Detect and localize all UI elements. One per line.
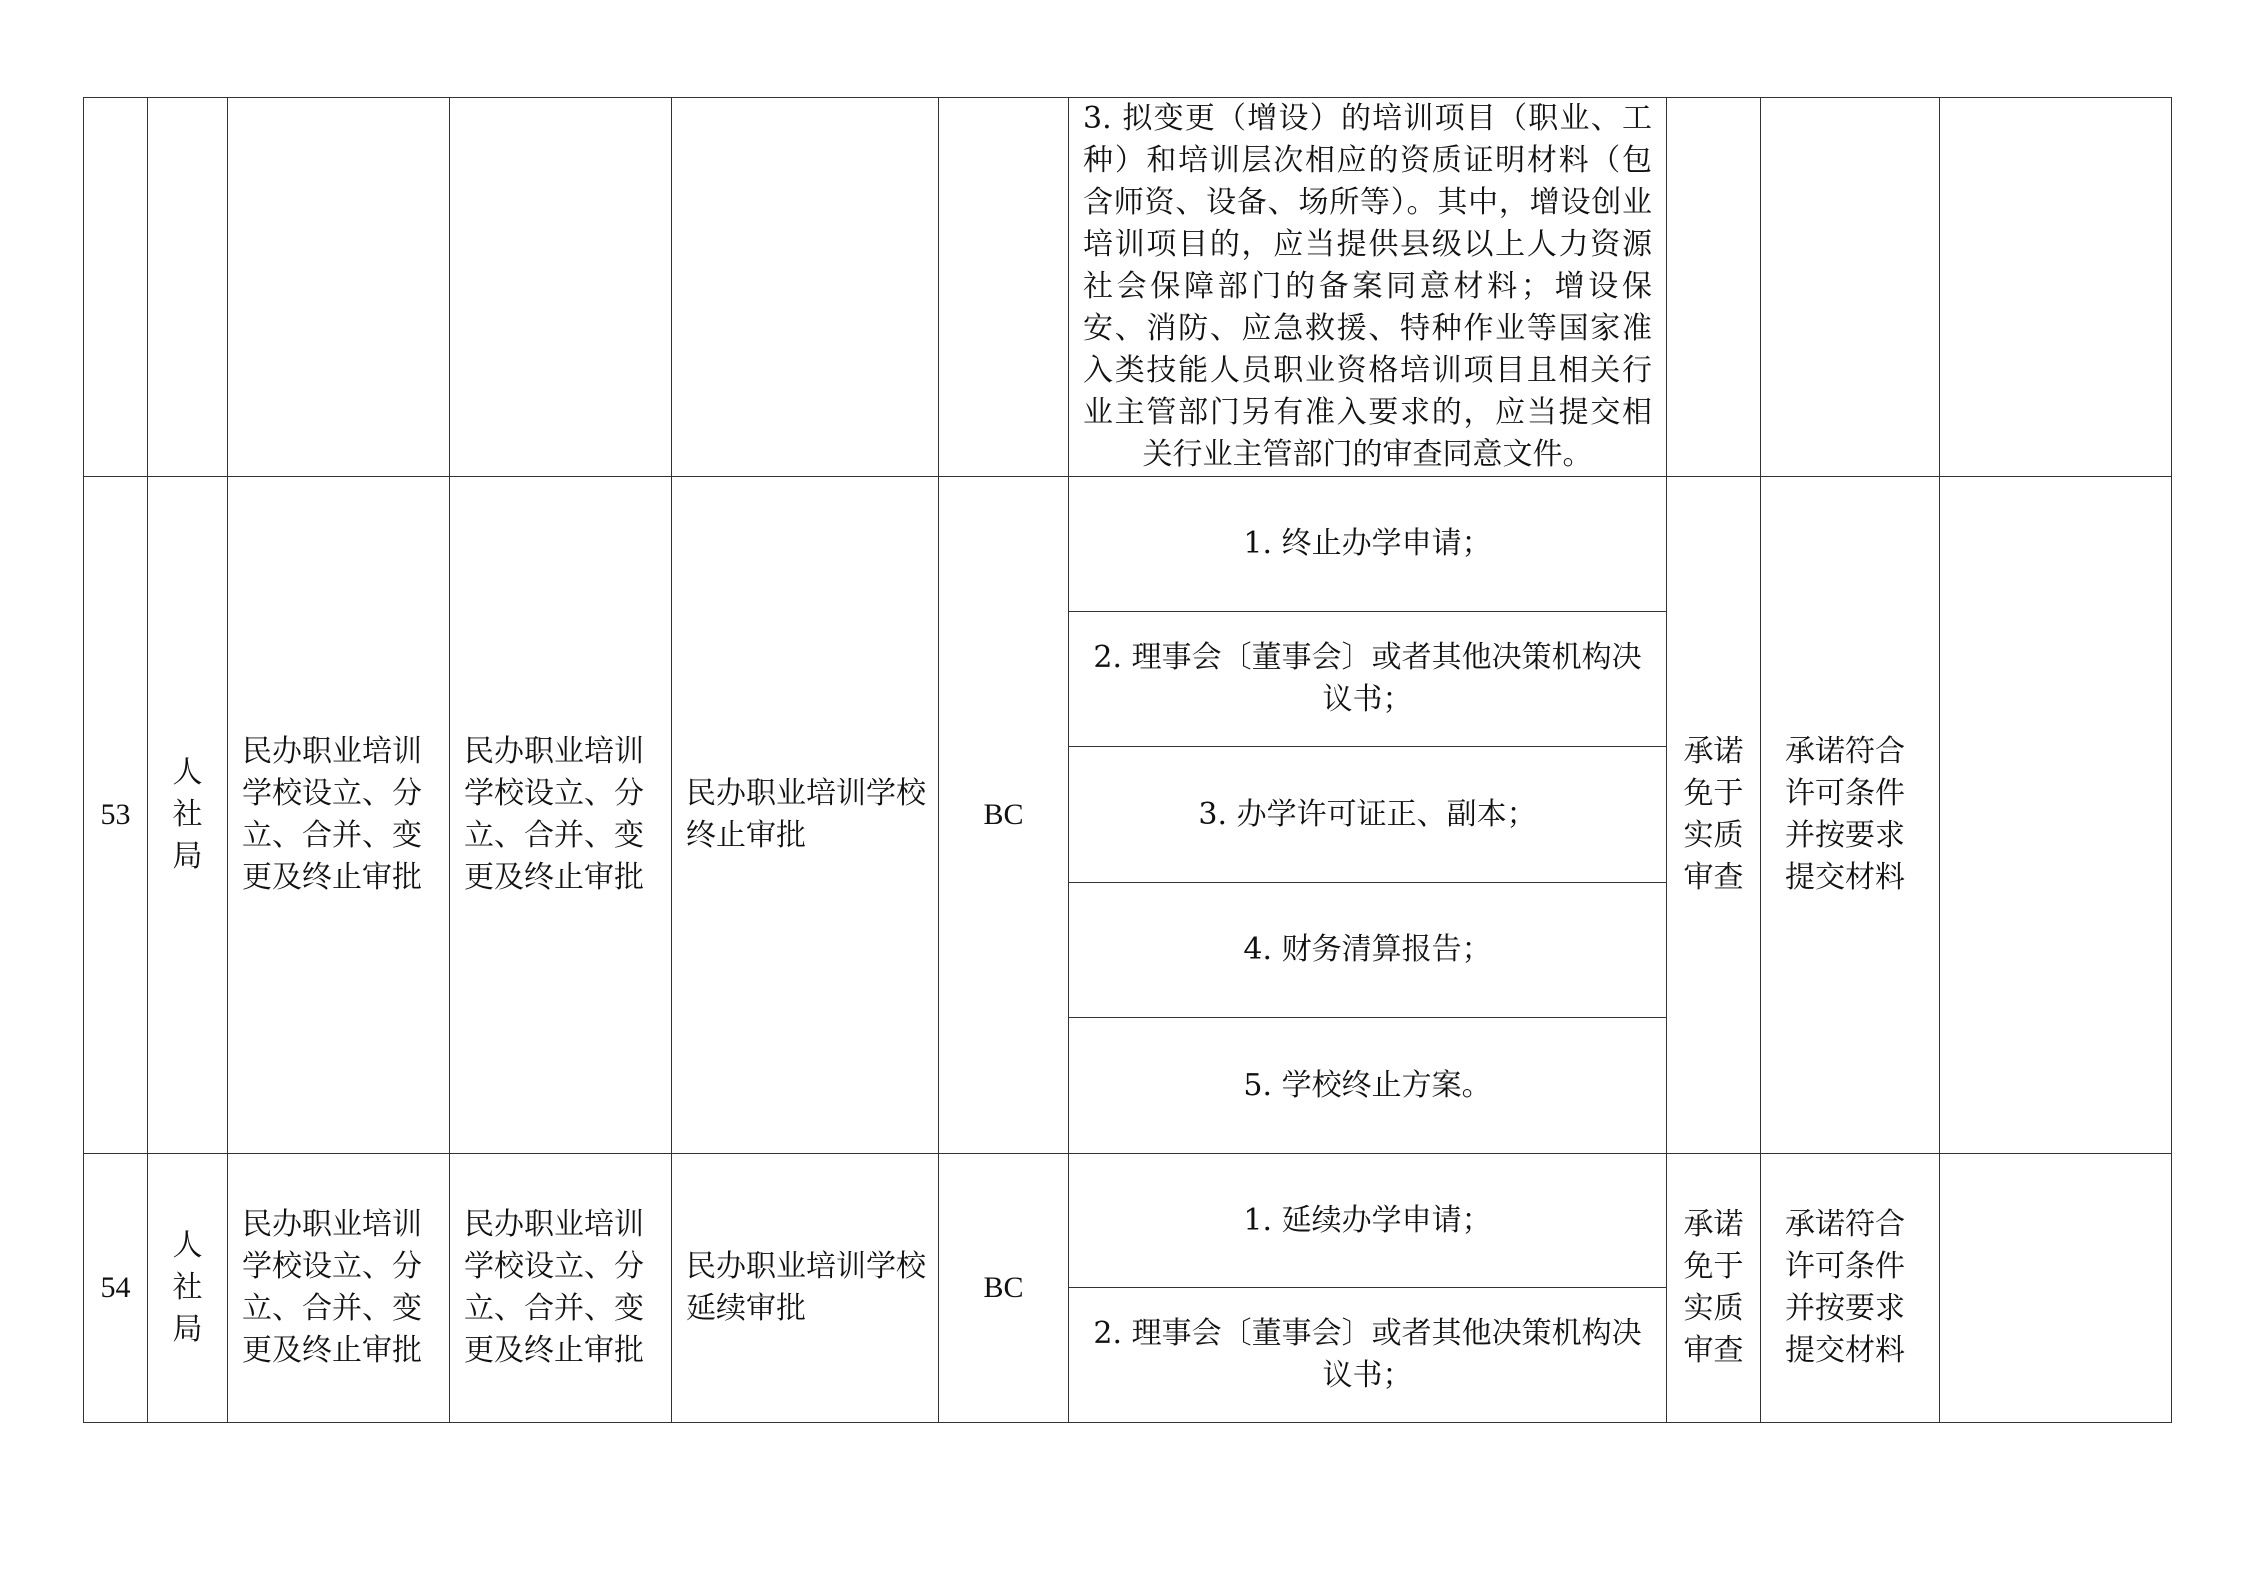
material-item: 2. 理事会〔董事会〕或者其他决策机构决议书；	[1069, 612, 1666, 747]
case-name-cell: 民办职业培训学校终止审批	[672, 477, 939, 1154]
row-number: 54	[84, 1154, 148, 1423]
code-cell: BC	[939, 477, 1069, 1154]
cell-code	[939, 98, 1069, 477]
row-number: 53	[84, 477, 148, 1154]
commitment-text: 承诺符合许可条件并按要求提交材料	[1785, 734, 1905, 895]
cell-sub-item	[450, 98, 672, 477]
commitment-text: 承诺符合许可条件并按要求提交材料	[1785, 1207, 1905, 1368]
department-cell	[148, 477, 228, 1154]
approval-items-table	[83, 97, 2172, 1423]
cell-commitment	[1761, 98, 1940, 477]
main-item-cell: 民办职业培训学校设立、分立、合并、变更及终止审批	[228, 1154, 450, 1423]
table-row	[84, 1154, 2172, 1423]
cell-remark	[1940, 98, 2172, 477]
commitment-cell	[1761, 1154, 1940, 1423]
commitment-cell	[1761, 477, 1940, 1154]
case-name-cell: 民办职业培训学校延续审批	[672, 1154, 939, 1423]
method-cell	[1667, 477, 1761, 1154]
code-cell: BC	[939, 1154, 1069, 1423]
material-item: 4. 财务清算报告；	[1069, 883, 1666, 1018]
table-row	[84, 477, 2172, 1154]
materials-cell	[1069, 477, 1667, 1154]
material-item: 1. 终止办学申请；	[1069, 477, 1666, 612]
remark-cell	[1940, 1154, 2172, 1423]
method-text: 承诺免于实质审查	[1683, 734, 1744, 895]
cell-main-item	[228, 98, 450, 477]
cell-material-continuation: 3. 拟变更（增设）的培训项目（职业、工种）和培训层次相应的资质证明材料（包含师资、设备、场所等）。其中，增设创业培训项目的，应当提供县级以上人力资源社会保障部门的备案同意材料；增设保安、消防、应急救援、特种作业等国家准入类技能人员职业资格培训项目且相关行业主管部门另有准入要求的，应当提交相关行业主管部门的审查同意文件。	[1069, 98, 1667, 477]
department-cell	[148, 1154, 228, 1423]
materials-cell	[1069, 1154, 1667, 1423]
method-text: 承诺免于实质审查	[1683, 1207, 1744, 1368]
cell-case-name	[672, 98, 939, 477]
remark-cell	[1940, 477, 2172, 1154]
sub-item-cell: 民办职业培训学校设立、分立、合并、变更及终止审批	[450, 477, 672, 1154]
cell-method	[1667, 98, 1761, 477]
cell-dept	[148, 98, 228, 477]
material-item: 5. 学校终止方案。	[1243, 1067, 1492, 1103]
department-text: 人社局	[172, 1228, 203, 1347]
material-item: 3. 办学许可证正、副本；	[1069, 747, 1666, 883]
table-row-continuation	[84, 98, 2172, 477]
method-cell	[1667, 1154, 1761, 1423]
material-item: 2. 理事会〔董事会〕或者其他决策机构决议书；	[1093, 1316, 1642, 1393]
department-text: 人社局	[172, 755, 203, 874]
main-item-cell: 民办职业培训学校设立、分立、合并、变更及终止审批	[228, 477, 450, 1154]
sub-item-cell: 民办职业培训学校设立、分立、合并、变更及终止审批	[450, 1154, 672, 1423]
material-item: 1. 延续办学申请；	[1069, 1154, 1666, 1288]
cell-no	[84, 98, 148, 477]
